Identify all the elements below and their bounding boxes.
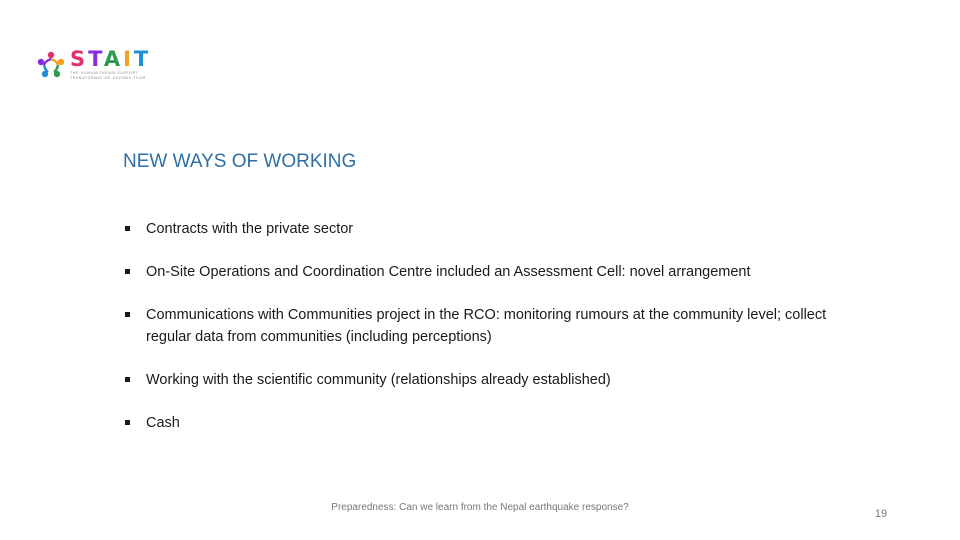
logo-letter: I xyxy=(123,47,134,71)
footer-caption: Preparedness: Can we learn from the Nepal earthquake response? xyxy=(331,502,629,513)
slide-title: NEW WAYS OF WORKING xyxy=(123,151,357,172)
logo-letter: S xyxy=(70,47,89,71)
bullet-item: Contracts with the private sector xyxy=(123,218,863,240)
logo-tagline-line: THE HUMANITARIAN SUPPORT xyxy=(70,71,139,75)
logo-letter: T xyxy=(133,47,152,71)
bullet-item: Communications with Communities project in the RCO: monitoring rumours at the community level; collect regular data from communities (including perceptions) xyxy=(123,304,863,348)
bullet-list xyxy=(123,218,863,455)
logo-tagline-line: TRANSFORMATIVE AGENDA TEAM xyxy=(70,76,146,80)
logo-tagline xyxy=(70,71,154,81)
bullet-item: On-Site Operations and Coordination Centre included an Assessment Cell: novel arrangement xyxy=(123,261,863,283)
people-circle-icon xyxy=(36,50,66,80)
page-number: 19 xyxy=(874,508,888,520)
logo-letter: T xyxy=(88,47,104,71)
bullet-item: Working with the scientific community (relationships already established) xyxy=(123,369,863,391)
logo-letter: A xyxy=(103,47,124,71)
logo-wordmark xyxy=(70,48,151,70)
stait-logo xyxy=(36,48,156,84)
bullet-item: Cash xyxy=(123,412,863,434)
